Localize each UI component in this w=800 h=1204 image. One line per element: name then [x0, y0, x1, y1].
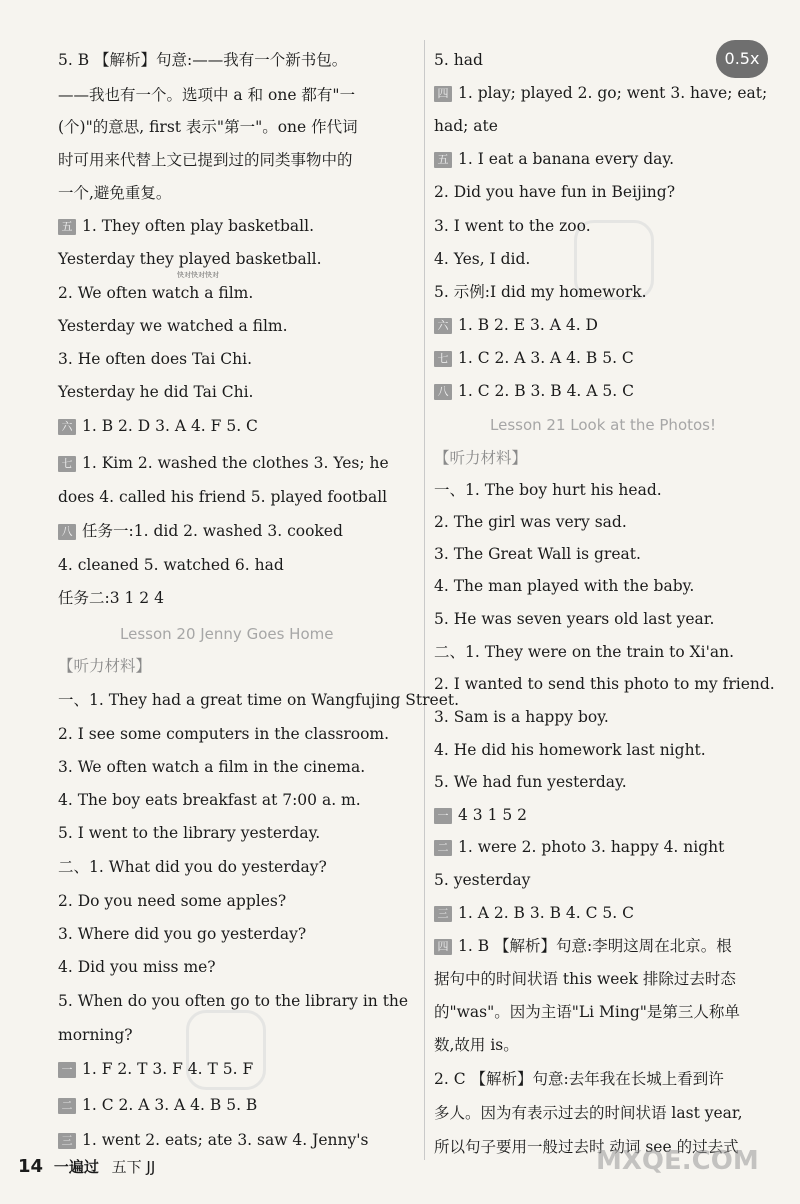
answer-line: 【听力材料】 — [434, 449, 528, 467]
page-footer — [18, 1156, 155, 1177]
answer-text: 1. B 2. E 3. A 4. D — [458, 316, 598, 334]
section-number-badge: 七 — [434, 351, 452, 367]
lesson-heading: Lesson 20 Jenny Goes Home — [120, 625, 334, 643]
answer-line: 二、1. What did you do yesterday? — [58, 858, 327, 876]
answer-line: 2. Do you need some apples? — [58, 892, 287, 910]
answer-line: 2. The girl was very sad. — [434, 513, 627, 531]
answer-line: Yesterday they played basketball. — [58, 250, 322, 268]
answer-line: 二、1. They were on the train to Xi'an. — [434, 643, 735, 661]
section-number-badge: 五 — [58, 219, 76, 235]
answer-text: 1. Kim 2. washed the clothes 3. Yes; he — [82, 454, 389, 472]
section-number-badge: 一 — [58, 1062, 76, 1078]
answer-line: 一个,避免重复。 — [58, 184, 172, 202]
answer-line: 多人。因为有表示过去的时间状语 last year, — [434, 1104, 743, 1122]
answer-line: Yesterday we watched a film. — [58, 317, 288, 335]
answer-line: 5. We had fun yesterday. — [434, 773, 627, 791]
section-number-badge: 四 — [434, 86, 452, 102]
answer-line: 所以句子要用一般过去时 动词 see 的过去式 — [434, 1138, 739, 1156]
answer-line — [434, 348, 634, 368]
answer-line: morning? — [58, 1026, 133, 1044]
answer-line: 3. Sam is a happy boy. — [434, 708, 609, 726]
answer-line: 3. He often does Tai Chi. — [58, 350, 253, 368]
answer-text: 1. B 2. D 3. A 4. F 5. C — [82, 417, 258, 435]
answer-text: 4 3 1 5 2 — [458, 806, 528, 824]
answer-line: Yesterday he did Tai Chi. — [58, 383, 254, 401]
answer-line: 4. He did his homework last night. — [434, 741, 706, 759]
answer-line — [434, 315, 598, 335]
section-number-badge: 二 — [434, 840, 452, 856]
answer-line: 5. He was seven years old last year. — [434, 610, 715, 628]
brand-logo: 一遍过 — [53, 1158, 99, 1176]
answer-text: 1. F 2. T 3. F 4. T 5. F — [82, 1060, 254, 1078]
answer-text: 1. They often play basketball. — [82, 217, 314, 235]
section-number-badge: 二 — [58, 1098, 76, 1114]
answer-line: 4. The boy eats breakfast at 7:00 a. m. — [58, 791, 361, 809]
answer-line: had; ate — [434, 117, 498, 135]
answer-line: (个)"的意思, first 表示"第一"。one 作代词 — [58, 118, 358, 136]
answer-line: 3. I went to the zoo. — [434, 217, 591, 235]
answer-line: 2. I see some computers in the classroom. — [58, 725, 390, 743]
answer-line: 4. Did you miss me? — [58, 958, 216, 976]
answer-line: 3. We often watch a film in the cinema. — [58, 758, 366, 776]
answer-line: 一、1. They had a great time on Wangfujing Street. — [58, 691, 460, 709]
answer-line — [58, 1095, 257, 1115]
answer-line: 5. B 【解析】句意:——我有一个新书包。 — [58, 51, 348, 69]
answer-line: 时可用来代替上文已提到过的同类事物中的 — [58, 151, 353, 169]
section-number-badge: 八 — [58, 524, 76, 540]
section-number-badge: 一 — [434, 808, 452, 824]
answer-line: 4. The man played with the baby. — [434, 577, 695, 595]
grade-label: 五下 JJ — [111, 1158, 156, 1176]
answer-line: does 4. called his friend 5. played football — [58, 488, 388, 506]
section-number-badge: 六 — [434, 318, 452, 334]
answer-line: 一、1. The boy hurt his head. — [434, 481, 662, 499]
answer-text: 1. C 2. A 3. A 4. B 5. B — [82, 1096, 258, 1114]
section-number-badge: 八 — [434, 384, 452, 400]
answer-line — [434, 837, 724, 857]
answer-line: 3. The Great Wall is great. — [434, 545, 641, 563]
section-number-badge: 三 — [58, 1133, 76, 1149]
answer-line: 5. 示例:I did my homework. — [434, 283, 647, 301]
section-number-badge: 七 — [58, 456, 76, 472]
answer-line: 5. yesterday — [434, 871, 531, 889]
answer-line — [434, 903, 634, 923]
answer-text: 任务一:1. did 2. washed 3. cooked — [82, 522, 343, 540]
answer-text: 1. B 【解析】句意:李明这周在北京。根 — [458, 937, 732, 955]
answer-text: 1. A 2. B 3. B 4. C 5. C — [458, 904, 634, 922]
answer-line: 2. Did you have fun in Beijing? — [434, 183, 676, 201]
answer-line — [58, 216, 314, 236]
section-number-badge: 五 — [434, 152, 452, 168]
answer-line: 任务二:3 1 2 4 — [58, 589, 164, 607]
section-number-badge: 三 — [434, 906, 452, 922]
answer-line — [434, 381, 634, 401]
answer-line: 5. When do you often go to the library in the — [58, 992, 409, 1010]
lesson-heading: Lesson 21 Look at the Photos! — [490, 416, 717, 434]
answer-line: 3. Where did you go yesterday? — [58, 925, 307, 943]
answer-line — [434, 83, 767, 103]
answer-line: 数,故用 is。 — [434, 1036, 519, 1054]
answer-line — [434, 149, 674, 169]
section-number-badge: 四 — [434, 939, 452, 955]
answer-line: 5. I went to the library yesterday. — [58, 824, 321, 842]
answer-text: 1. went 2. eats; ate 3. saw 4. Jenny's — [82, 1131, 369, 1149]
answer-line: 5. had — [434, 51, 483, 69]
answer-text: 1. C 2. B 3. B 4. A 5. C — [458, 382, 634, 400]
answer-line: ——我也有一个。选项中 a 和 one 都有"一 — [58, 86, 356, 104]
answer-line — [58, 453, 389, 473]
answer-text: 1. were 2. photo 3. happy 4. night — [458, 838, 725, 856]
kuaidui-stamp: 快对快对快对 — [177, 271, 219, 279]
answer-line — [434, 805, 527, 825]
answer-line — [58, 521, 343, 541]
answer-line — [58, 1059, 253, 1079]
section-number-badge: 六 — [58, 419, 76, 435]
answer-line: 2. I wanted to send this photo to my friend. — [434, 675, 775, 693]
answer-line: 4. Yes, I did. — [434, 250, 531, 268]
answer-line: 2. C 【解析】句意:去年我在长城上看到许 — [434, 1070, 724, 1088]
site-watermark: MXQE.COM — [596, 1146, 759, 1176]
answer-line: 2. We often watch a film. — [58, 284, 254, 302]
answer-line: 的"was"。因为主语"Li Ming"是第三人称单 — [434, 1003, 740, 1021]
answer-line — [434, 936, 732, 956]
answer-line: 【听力材料】 — [58, 657, 152, 675]
answer-text: 1. I eat a banana every day. — [458, 150, 675, 168]
playback-speed-button[interactable]: 0.5x — [716, 40, 768, 78]
answer-line — [58, 416, 258, 436]
answer-text: 1. C 2. A 3. A 4. B 5. C — [458, 349, 634, 367]
column-divider — [424, 40, 425, 1160]
answer-line — [58, 1130, 368, 1150]
answer-text: 1. play; played 2. go; went 3. have; eat; — [458, 84, 768, 102]
answer-line: 4. cleaned 5. watched 6. had — [58, 556, 284, 574]
page-number: 14 — [18, 1156, 44, 1177]
answer-line: 据句中的时间状语 this week 排除过去时态 — [434, 970, 736, 988]
